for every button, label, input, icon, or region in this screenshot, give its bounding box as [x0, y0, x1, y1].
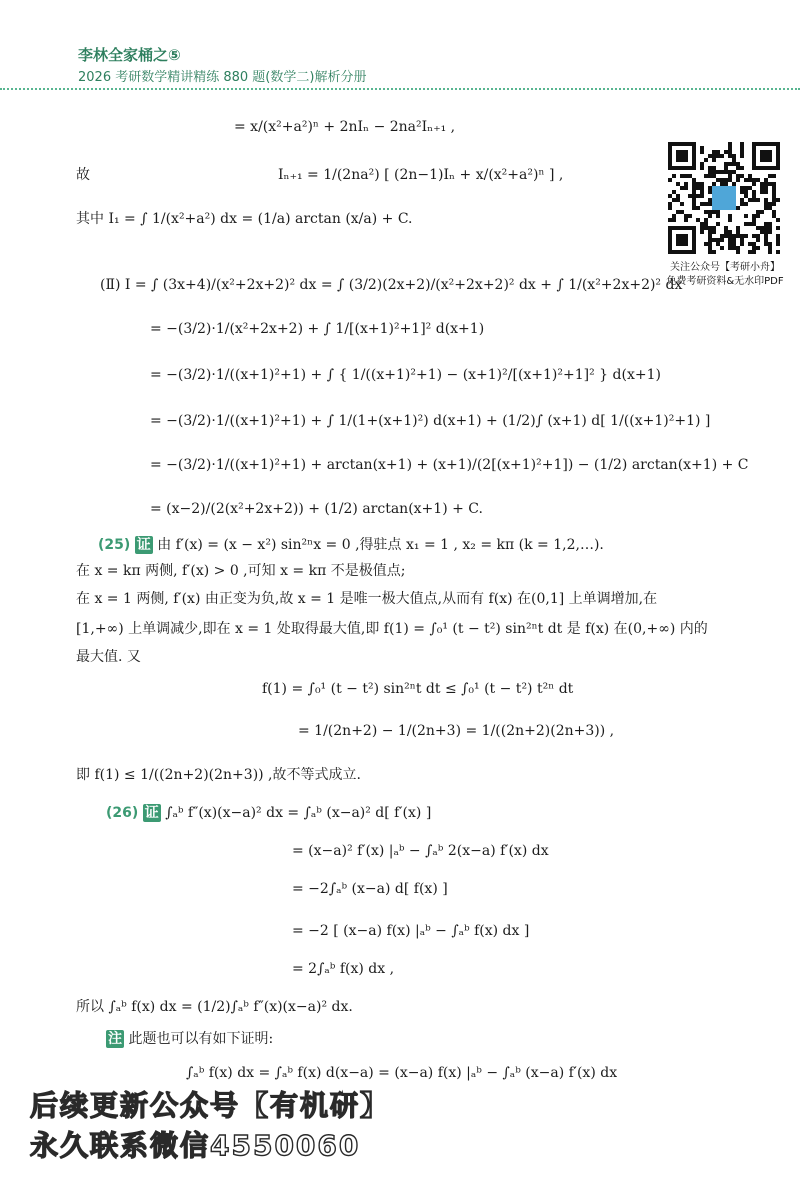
- text-line: 在 x = kπ 两侧, f′(x) > 0 ,可知 x = kπ 不是极值点;: [76, 563, 406, 579]
- formula-line: 其中 I₁ = ∫ 1/(x²+a²) dx = (1/a) arctan (x/a) + C.: [76, 211, 413, 227]
- formula-line: f(1) = ∫₀¹ (t − t²) sin²ⁿt dt ≤ ∫₀¹ (t − t²) t²ⁿ dt: [262, 681, 574, 697]
- formula-line: = (x−a)² f′(x) |ₐᵇ − ∫ₐᵇ 2(x−a) f′(x) dx: [292, 843, 549, 859]
- watermark-line-2: 永久联系微信4550060: [30, 1129, 361, 1162]
- problem-text: ∫ₐᵇ f″(x)(x−a)² dx = ∫ₐᵇ (x−a)² d[ f′(x) ]: [165, 805, 432, 821]
- formula-line: = 2∫ₐᵇ f(x) dx ,: [292, 961, 395, 977]
- qr-caption-2: 免费考研资料&无水印PDF: [666, 276, 784, 287]
- problem-number: (25): [98, 537, 131, 553]
- formula-line: = (x−2)/(2(x²+2x+2)) + (1/2) arctan(x+1) + C.: [150, 501, 483, 517]
- header-title: 李林全家桶之⑤: [78, 46, 181, 64]
- formula-line: = 1/(2n+2) − 1/(2n+3) = 1/((2n+2)(2n+3)) ,: [298, 723, 615, 739]
- proof-marker: 证: [136, 537, 151, 553]
- qr-code-image: [668, 142, 780, 254]
- problem-text: 由 f′(x) = (x − x²) sin²ⁿx = 0 ,得驻点 x₁ = 1 , x₂ = kπ (k = 1,2,…).: [157, 537, 604, 553]
- text-line: [1,+∞) 上单调减少,即在 x = 1 处取得最大值,即 f(1) = ∫₀¹ (t − t²) sin²ⁿt dt 是 f(x) 在(0,+∞) 内的: [76, 621, 708, 637]
- formula-line: = −(3/2)·1/((x+1)²+1) + arctan(x+1) + (x+1)/(2[(x+1)²+1]) − (1/2) arctan(x+1) + C: [150, 457, 749, 473]
- watermark-line-1: 后续更新公众号【有机研】: [30, 1089, 391, 1122]
- problem-25-header: [98, 536, 604, 554]
- note-marker: 注: [108, 1031, 122, 1047]
- formula-line: = −2 [ (x−a) f(x) |ₐᵇ − ∫ₐᵇ f(x) dx ]: [292, 923, 530, 939]
- header-subtitle: 2026 考研数学精讲精练 880 题(数学二)解析分册: [78, 70, 367, 85]
- text-line: 最大值. 又: [76, 649, 141, 665]
- formula-line: (Ⅱ) I = ∫ (3x+4)/(x²+2x+2)² dx = ∫ (3/2)(2x+2)/(x²+2x+2)² dx + ∫ 1/(x²+2x+2)² dx: [100, 277, 683, 293]
- text-line: 所以 ∫ₐᵇ f(x) dx = (1/2)∫ₐᵇ f″(x)(x−a)² dx.: [76, 999, 353, 1015]
- problem-number: (26): [106, 805, 139, 821]
- qr-caption-1: 关注公众号【考研小舟】: [670, 262, 780, 273]
- text-line: 即 f(1) ≤ 1/((2n+2)(2n+3)) ,故不等式成立.: [76, 767, 361, 783]
- formula-line: = x/(x²+a²)ⁿ + 2nIₙ − 2na²Iₙ₊₁ ,: [234, 119, 456, 135]
- note-text: 此题也可以有如下证明:: [128, 1031, 274, 1047]
- text-line: 在 x = 1 两侧, f′(x) 由正变为负,故 x = 1 是唯一极大值点,从而有 f(x) 在(0,1] 上单调增加,在: [76, 591, 658, 607]
- formula-line: = −2∫ₐᵇ (x−a) d[ f(x) ]: [292, 881, 448, 897]
- formula-line: Iₙ₊₁ = 1/(2na²) [ (2n−1)Iₙ + x/(x²+a²)ⁿ ] ,: [278, 167, 564, 183]
- header-divider: [0, 88, 800, 90]
- text-gu: 故: [76, 167, 90, 183]
- formula-line: ∫ₐᵇ f(x) dx = ∫ₐᵇ f(x) d(x−a) = (x−a) f(x) |ₐᵇ − ∫ₐᵇ (x−a) f′(x) dx: [186, 1065, 618, 1081]
- formula-line: = −(3/2)·1/((x+1)²+1) + ∫ 1/(1+(x+1)²) d(x+1) + (1/2)∫ (x+1) d[ 1/((x+1)²+1) ]: [150, 413, 711, 429]
- problem-26-header: [106, 804, 431, 822]
- formula-line: = −(3/2)·1/(x²+2x+2) + ∫ 1/[(x+1)²+1]² d(x+1): [150, 321, 485, 337]
- proof-marker: 证: [144, 805, 159, 821]
- formula-line: = −(3/2)·1/((x+1)²+1) + ∫ { 1/((x+1)²+1) − (x+1)²/[(x+1)²+1]² } d(x+1): [150, 367, 661, 383]
- note-header: [106, 1030, 273, 1048]
